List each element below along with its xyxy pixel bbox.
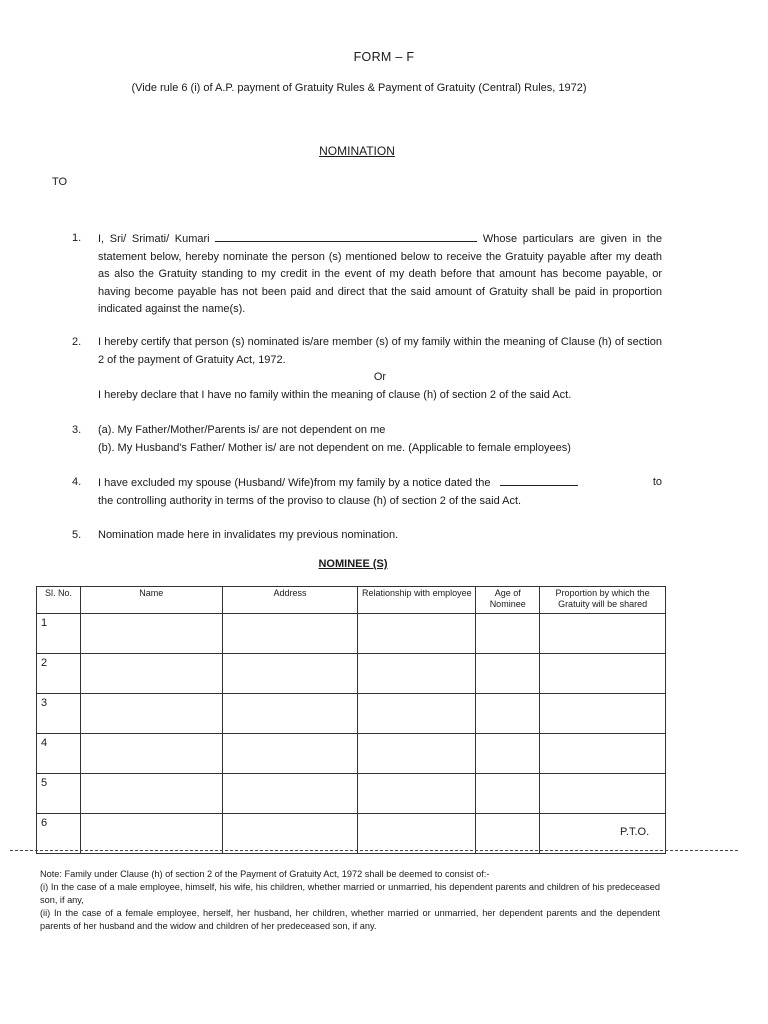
name-cell[interactable] [80, 694, 222, 734]
row-number: 3 [37, 694, 81, 734]
note-line-3: (ii) In the case of a female employee, herself, her husband, her children, whether married or unmarried, her dependent parents and the dependent parents of her husband and the widow and children of her predeceased son, if any. [40, 908, 660, 931]
address-cell[interactable] [222, 654, 358, 694]
name-cell[interactable] [80, 734, 222, 774]
to-word: to [652, 476, 662, 488]
table-row [37, 774, 666, 814]
proportion-cell[interactable] [540, 734, 666, 774]
form-subtitle: (Vide rule 6 (i) of A.P. payment of Gratuity Rules & Payment of Gratuity (Central) Rules, 1972) [131, 82, 587, 94]
item-1-text: Whose particulars are given in the statement below, hereby nominate the person (s) mentioned below to receive the Gratuity payable after my death as also the Gratuity standing to my credit in the event of my death before that amount has become payable, or having become payable has not been paid and direct that the said amount of Gratuity shall be paid in proportion indicated against the name(s). [98, 233, 662, 315]
row-number: 1 [37, 614, 81, 654]
note-line-2: (i) In the case of a male employee, himself, his wife, his children, whether married or unmarried, his dependent parents and children of his predeceased son, if any, [40, 882, 660, 905]
relationship-cell[interactable] [358, 814, 476, 854]
name-cell[interactable] [80, 814, 222, 854]
exclusion-prefix: I have excluded my spouse (Husband/ Wife)from my family by a notice dated the [98, 477, 491, 489]
statement-item-2 [72, 334, 662, 404]
pto-label: P.T.O. [620, 826, 650, 838]
dependent-line-b: (b). My Husband's Father/ Mother is/ are not dependent on me. (Applicable to female employees) [98, 441, 571, 454]
notice-date-field[interactable] [500, 474, 578, 486]
proportion-cell[interactable] [540, 694, 666, 734]
certify-text: I hereby certify that person (s) nominated is/are member (s) of my family within the meaning of Clause (h) of section 2 of the payment of Gratuity Act, 1972. [98, 336, 662, 366]
dependent-line-a: (a). My Father/Mother/Parents is/ are not dependent on me [98, 424, 386, 436]
table-row [37, 814, 666, 854]
table-header-row [37, 587, 666, 614]
statement-item-4 [72, 474, 662, 510]
row-number: 5 [37, 774, 81, 814]
family-note [40, 868, 660, 933]
header-proportion: Proportion by which the Gratuity will be shared [540, 587, 666, 614]
table-row [37, 694, 666, 734]
item-text [98, 230, 662, 319]
header-age: Age of Nominee [476, 587, 540, 614]
declare-text: I hereby declare that I have no family within the meaning of clause (h) of section 2 of the said Act. [98, 388, 572, 401]
address-cell[interactable] [222, 774, 358, 814]
relationship-cell[interactable] [358, 654, 476, 694]
statement-item-5 [72, 527, 662, 545]
row-number: 6 [37, 814, 81, 854]
item-text [98, 422, 662, 457]
row-number: 4 [37, 734, 81, 774]
address-cell[interactable] [222, 614, 358, 654]
age-cell[interactable] [476, 694, 540, 734]
relationship-cell[interactable] [358, 694, 476, 734]
nominee-table [36, 586, 666, 854]
proportion-cell[interactable] [540, 774, 666, 814]
exclusion-suffix: the controlling authority in terms of the proviso to clause (h) of section 2 of the said Act. [98, 494, 522, 507]
relationship-cell[interactable] [358, 734, 476, 774]
name-cell[interactable] [80, 774, 222, 814]
item-number: 5. [72, 529, 82, 541]
address-cell[interactable] [222, 734, 358, 774]
item-number: 3. [72, 424, 82, 436]
address-cell[interactable] [222, 694, 358, 734]
relationship-cell[interactable] [358, 774, 476, 814]
statement-item-3 [72, 422, 662, 458]
form-title: FORM – F [353, 50, 415, 64]
header-relationship: Relationship with employee [358, 587, 476, 614]
statement-item-1 [72, 230, 662, 320]
item-number: 4. [72, 476, 82, 488]
proportion-cell[interactable] [540, 614, 666, 654]
age-cell[interactable] [476, 614, 540, 654]
nominee-heading: NOMINEE (S) [318, 558, 388, 570]
or-label: Or [373, 371, 387, 383]
name-cell[interactable] [80, 654, 222, 694]
table-row [37, 614, 666, 654]
age-cell[interactable] [476, 734, 540, 774]
item-text [98, 474, 662, 510]
employee-name-field[interactable] [215, 230, 477, 242]
table-row [37, 734, 666, 774]
divider [10, 850, 738, 851]
name-cell[interactable] [80, 614, 222, 654]
item-number: 2. [72, 336, 82, 348]
relationship-cell[interactable] [358, 614, 476, 654]
header-address: Address [222, 587, 358, 614]
age-cell[interactable] [476, 814, 540, 854]
address-cell[interactable] [222, 814, 358, 854]
item-text: Nomination made here in invalidates my previous nomination. [98, 529, 399, 541]
name-prefix: I, Sri/ Srimati/ Kumari [98, 233, 210, 245]
header-sl-no: Sl. No. [37, 587, 81, 614]
note-line-1: Note: Family under Clause (h) of section 2 of the Payment of Gratuity Act, 1972 shall be deemed to consist of:- [40, 869, 490, 879]
item-number: 1. [72, 232, 82, 244]
age-cell[interactable] [476, 774, 540, 814]
nomination-heading: NOMINATION [319, 144, 395, 158]
age-cell[interactable] [476, 654, 540, 694]
row-number: 2 [37, 654, 81, 694]
header-name: Name [80, 587, 222, 614]
item-text [98, 334, 662, 404]
table-row [37, 654, 666, 694]
to-label: TO [52, 176, 68, 188]
proportion-cell[interactable] [540, 654, 666, 694]
